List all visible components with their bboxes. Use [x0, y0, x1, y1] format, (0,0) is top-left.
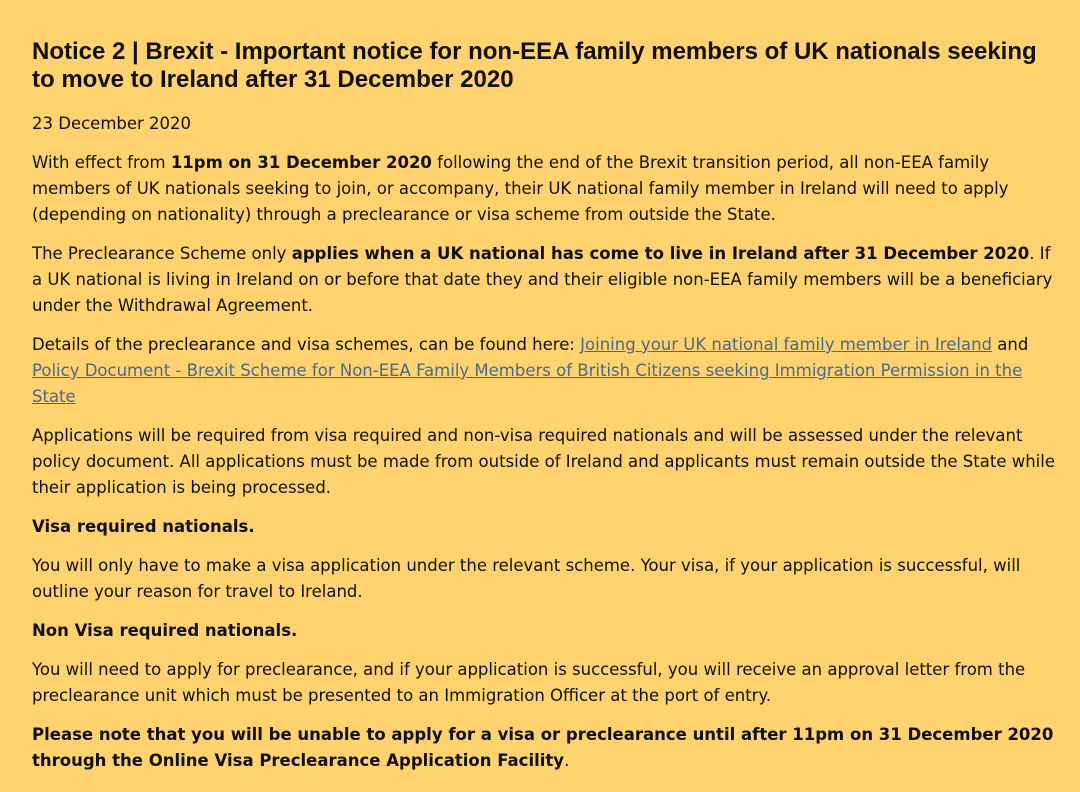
paragraph-text: With effect from: [32, 153, 171, 172]
visa-required-text: You will only have to make a visa application under the relevant scheme. Your visa, if your application is successful, will outline your reason for travel to Ireland.: [32, 556, 1021, 601]
paragraph-text: following the end of the Brexit transition period, all non-EEA family members of UK nationals seeking to join, or accompany, their UK national family member in Ireland will need to apply (depending on nationality) through a preclearance or visa scheme from outside the State.: [32, 153, 1009, 224]
policy-document-link[interactable]: Policy Document - Brexit Scheme for Non-EEA Family Members of British Citizens seeking Immigration Permission in the State: [32, 361, 1023, 406]
paragraph-text: Details of the preclearance and visa schemes, can be found here:: [32, 335, 581, 354]
notice-title: Notice 2 | Brexit - Important notice for non-EEA family members of UK nationals seeking to move to Ireland after 31 December 2020: [32, 38, 1037, 93]
paragraph-scheme-details: [32, 332, 1064, 410]
paragraph-applications: Applications will be required from visa required and non-visa required nationals and will be assessed under the relevant policy document. All applications must be made from outside of Ireland and applicants must remain outside the State while their application is being processed.: [32, 426, 1055, 497]
visa-required-heading: [32, 514, 1064, 540]
heading-text: Non Visa required nationals.: [32, 621, 298, 640]
paragraph-text: and: [992, 335, 1029, 354]
joining-family-member-link[interactable]: Joining your UK national family member in Ireland: [580, 335, 993, 354]
notice-date: 23 December 2020: [32, 114, 192, 133]
paragraph-preclearance-scope: [32, 241, 1064, 319]
emphasis-text: applies when a UK national has come to live in Ireland after 31 December 2020: [291, 244, 1030, 263]
non-visa-required-text: You will need to apply for preclearance, and if your application is successful, you will receive an approval letter from the preclearance unit which must be presented to an Immigration Officer at the port of entry.: [32, 660, 1026, 705]
heading-text: Visa required nationals.: [32, 517, 255, 536]
paragraph-text: .: [564, 751, 570, 770]
emphasis-text: Please note that you will be unable to apply for a visa or preclearance until after 11pm on 31 December 2020 through the Online Visa Preclearance Application Facility: [32, 725, 1054, 770]
paragraph-text: . If a UK national is living in Ireland on or before that date they and their eligible non-EEA family members will be a beneficiary under the Withdrawal Agreement.: [32, 244, 1053, 315]
non-visa-required-heading: [32, 618, 1064, 644]
paragraph-text: The Preclearance Scheme only: [32, 244, 292, 263]
emphasis-text: 11pm on 31 December 2020: [170, 153, 432, 172]
paragraph-effective-date: [32, 150, 1064, 228]
final-note: [32, 722, 1064, 774]
